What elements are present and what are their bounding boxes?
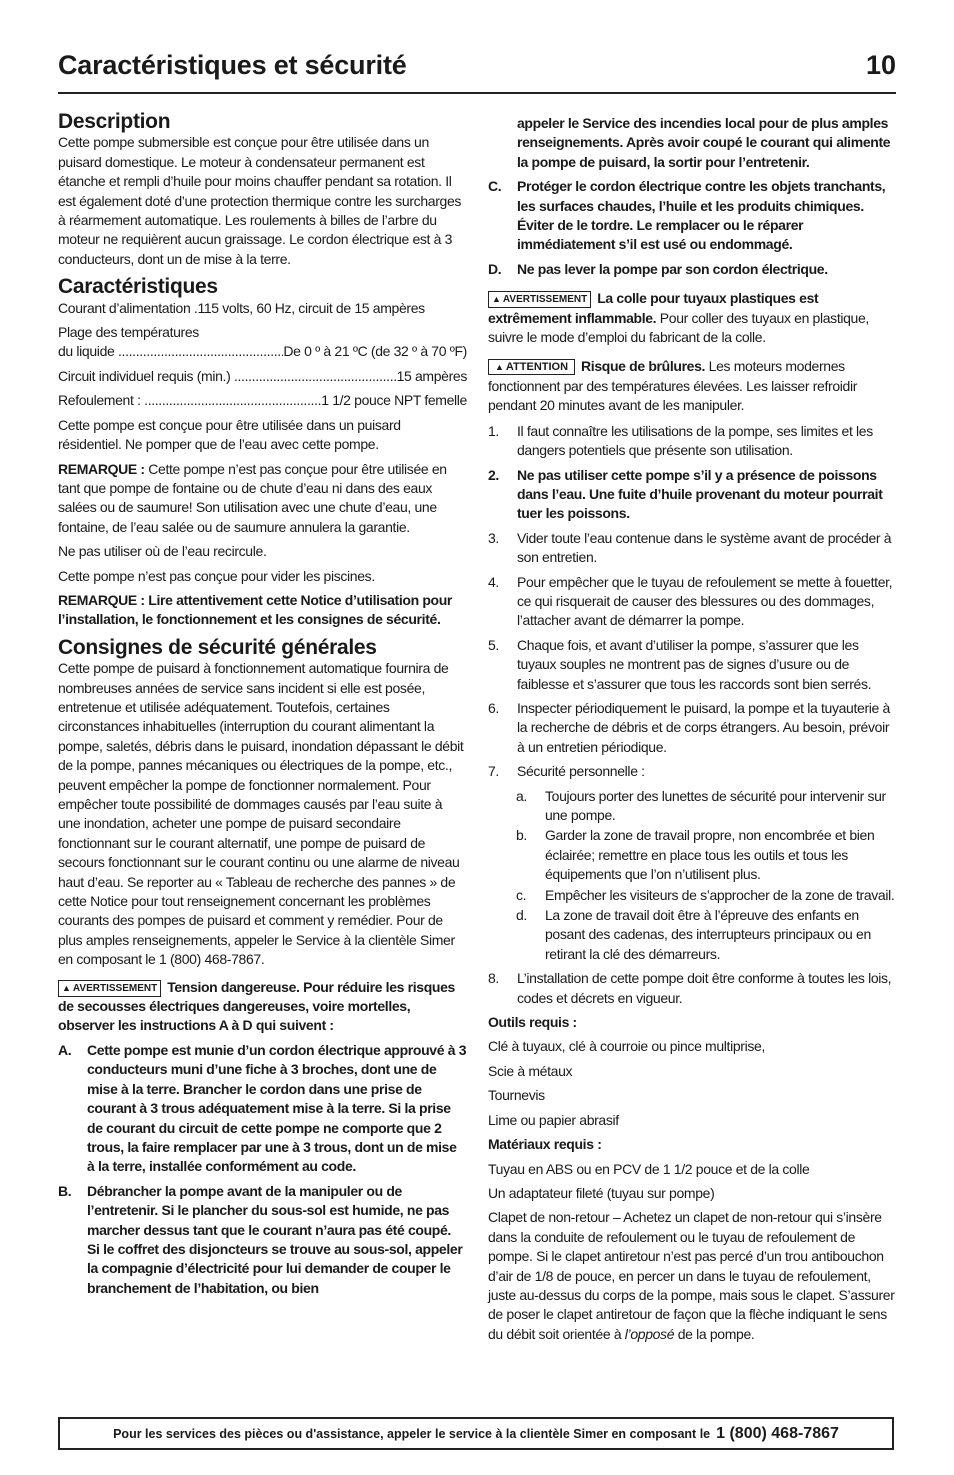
tool-item: Tournevis [488, 1087, 545, 1104]
list-item-d: D. Ne pas lever la pompe par son cordon électrique. [488, 260, 828, 277]
list-item-c: C. Protéger le cordon électrique contre les objets tranchants, les surfaces chaudes, l’huile et les produits chimiques. Éviter de le tordre. Le remplacer ou le réparer immédiatement s’il est usé ou endommagé. [488, 178, 886, 253]
warning-triangle-icon: ▲ [62, 982, 71, 993]
tool-item: Clé à tuyaux, clé à courroie ou pince multiprise, [488, 1038, 765, 1055]
list-item: 7. Sécurité personnelle : [488, 763, 645, 780]
right-column [488, 114, 896, 1349]
safety-heading: Consignes de sécurité générales [58, 635, 377, 659]
spec-discharge-label: Refoulement : ..... [58, 391, 321, 410]
spec-circuit-value: 15 ampères [396, 367, 467, 384]
list-item: 4. Pour empêcher que le tuyau de refoulement se mette à fouetter, ce qui risquerait de causer des blessures ou des dommages, l’attacher avant de démarrer la pompe. [488, 573, 893, 629]
materials-heading: Matériaux requis : [488, 1136, 602, 1153]
list-item: 6. Inspecter périodiquement le puisard, la pompe et la tuyauterie à la recherche de débris et de corps étrangers. Au besoin, prévoir à un entretien périodique. [488, 699, 890, 755]
sub-list-item: d. La zone de travail doit être à l’épreuve des enfants en posant des cadenas, des interrupteurs principaux ou en retirant la clé des démarreurs. [516, 907, 871, 962]
spec-circuit-label: Circuit individuel requis (min.) ..... [58, 367, 397, 386]
footer-text: Pour les services des pièces ou d'assistance, appeler le service à la clientèle Simer en composant le [113, 1426, 711, 1441]
note-text: Cette pompe n’est pas conçue pour être utilisée en tant que pompe de fontaine ou de chute d’eau ni dans des eaux salées ou de saumure! Son utilisation avec une chute d’eau, une fontaine, de l’eau salée ou de saumure annulera la garantie. [58, 460, 447, 535]
burn-caution: ▲ ATTENTION Risque de brûlures. Les moteurs modernes fonctionnent par des températures élevées. Les laisser refroidir pendant 20 minutes avant de les manipuler. [488, 358, 858, 414]
spec-temperature [58, 323, 467, 362]
material-item: Tuyau en ABS ou en PCV de 1 1/2 pouce et de la colle [488, 1160, 810, 1177]
sub-list-item: a. Toujours porter des lunettes de sécurité pour intervenir sur une pompe. [516, 787, 886, 823]
spec-temperature-sublabel: du liquide ..... [58, 342, 283, 361]
specs-note-1 [58, 460, 467, 538]
list-item: 5. Chaque fois, et avant d’utiliser la pompe, s’assurer que les tuyaux souples ne montrent pas de signes d’usure ou de faiblesse et s’assurer que tous les raccords sont bien serrés. [488, 636, 872, 692]
spec-temperature-label: Plage des températures [58, 324, 199, 341]
list-item-b: B. Débrancher la pompe avant de la manipuler ou de l’entretenir. Si le plancher du sous-sol est humide, ne pas marcher dessus tant que le courant n’aura pas été coupé. Si le coffret des disjoncteurs se trouve au sous-sol, appeler la compagnie d’électricité pour lui demander de couper le branchement de l’habitation, ou bien [58, 1182, 463, 1296]
description-text: Cette pompe submersible est conçue pour être utilisée dans un puisard domestique. Le moteur à condensateur permanent est étanche et rempli d’huile pour moins chauffer pendant sa rotation. Il est également doté d’une protection thermique contre les surcharges à réarmement automatique. Les roulements à billes de l’arbre du moteur ne requièrent aucun graissage. Le cordon électrique est à 3 conducteurs, dont un de mise à la terre. [58, 134, 462, 267]
tool-item: Lime ou papier abrasif [488, 1111, 619, 1128]
specs-paragraph-2: Ne pas utiliser où de l’eau recircule. [58, 543, 267, 560]
tool-item: Scie à métaux [488, 1062, 573, 1079]
title-divider [58, 92, 896, 94]
specs-heading: Caractéristiques [58, 275, 218, 299]
list-item: 2. Ne pas utiliser cette pompe s’il y a présence de poissons dans l’eau. Une fuite d’huile provenant du moteur pourrait tuer les poissons. [488, 466, 883, 522]
specs-note-2: REMARQUE : Lire attentivement cette Notice d’utilisation pour l’installation, le fonctionnement et les consignes de sécurité. [58, 591, 453, 628]
list-item: 1. Il faut connaître les utilisations de la pompe, ses limites et les dangers potentiels que présente son utilisation. [488, 422, 873, 459]
material-item: Un adaptateur fileté (tuyau sur pompe) [488, 1184, 715, 1201]
note-label: REMARQUE : [58, 460, 145, 477]
list-item: 3. Vider toute l’eau contenue dans le système avant de procéder à son entretien. [488, 529, 892, 566]
spec-temperature-value: De 0 º à 21 ºC (de 32 º à 70 ºF) [283, 343, 467, 360]
left-column [58, 112, 467, 1303]
warning-text: Tension dangereuse. Pour réduire les risques de secousses électriques dangereuses, voire mortelles, observer les instructions A à D qui suivent : [58, 978, 455, 1034]
list-item: 8. L’installation de cette pompe doit être conforme à toutes les lois, codes et décrets en vigueur. [488, 970, 892, 1006]
page-title: Caractéristiques et sécurité [58, 50, 407, 80]
list-item-b-continued: appeler le Service des incendies local pour de plus amples renseignements. Après avoir coupé le courant qui alimente la pompe de puisard, la sortir pour l’entretenir. [517, 115, 891, 170]
warning-badge: ▲ AVERTISSEMENT [488, 291, 591, 308]
warning-triangle-icon: ▲ [495, 362, 504, 373]
attention-badge: ▲ ATTENTION [488, 359, 575, 375]
tools-heading: Outils requis : [488, 1014, 577, 1031]
sub-list-item: c. Empêcher les visiteurs de s’approcher de la zone de travail. [516, 886, 895, 903]
spec-discharge-value: 1 1/2 pouce NPT femelle [321, 392, 467, 409]
check-valve-text: Clapet de non-retour – Achetez un clapet de non-retour qui s’insère dans la conduite de refoulement ou le tuyau de refoulement de pompe. Si le clapet antiretour n’est pas percé d’un trou antibouchon d’air de 1/8 de pouce, en percer un dans le tuyau de refoulement, juste au-dessus du corps de la pompe, mais sous le clapet. S’assurer de poser le clapet antiretour de façon que la flèche indiquant le sens du débit soit orientée à l’opposé de la pompe. [488, 1209, 895, 1342]
glue-warning: ▲ AVERTISSEMENT La colle pour tuyaux plastiques est extrêmement inflammable. Pour coller des tuyaux en plastique, suivre le mode d’emploi du fabricant de la colle. [488, 290, 869, 346]
specs-paragraph-1: Cette pompe est conçue pour être utilisée dans un puisard résidentiel. Ne pomper que de l’eau avec cette pompe. [58, 416, 401, 453]
support-phone: 1 (800) 468-7867 [716, 1424, 839, 1442]
support-footer [58, 1417, 894, 1450]
warning-triangle-icon: ▲ [492, 294, 501, 305]
spec-power: Courant d’alimentation .115 volts, 60 Hz, circuit de 15 ampères [58, 299, 425, 316]
safety-text: Cette pompe de puisard à fonctionnement automatique fournira de nombreuses années de service sans incident si elle est posée, entretenue et utilisée adéquatement. Toutefois, certaines circonstances inhabituelles (interruption du courant alimentant la pompe, saletés, débris dans le puisard, inondation dépassant le débit de la pompe, pannes mécaniques ou électriques de la pompe, etc., peuvent empêcher la pompe de fonctionner normalement. Pour empêcher toute possibilité de dommages causés par l’eau suite à une inondation, acheter une pompe de puisard secondaire fonctionnant sur le courant alternatif, une pompe de puisard de secours fonctionnant sur le courant continu ou une alarme de niveau haut d’eau. Se reporter au « Tableau de recherche des pannes » de cette Notice pour tout renseignement concernant les problèmes courants des pompes de puisard et comment y remédier. Pour de plus amples renseignements, appeler le Service à la clientèle Simer en composant le 1 (800) 468-7867. [58, 660, 464, 968]
warning-badge: ▲ AVERTISSEMENT [58, 980, 161, 997]
sub-list-item: b. Garder la zone de travail propre, non encombrée et bien éclairée; remettre en place tous les outils et tous les équipements que l’on n’utilisent plus. [516, 827, 875, 883]
page-number: 10 [865, 50, 896, 80]
electrical-warning [58, 978, 467, 1036]
list-item-a: A. Cette pompe est munie d’un cordon électrique approuvé à 3 conducteurs muni d’une fiche à 3 broches, dont une de mise à la terre. Brancher le cordon dans une prise de courant à 3 trous adéquatement mise à la terre. Si la prise de courant du circuit de cette pompe ne comporte que 2 trous, la faire remplacer par une à 3 trous, dont un de mise à la terre, installée conformément au code. [58, 1041, 467, 1175]
description-heading: Description [58, 110, 171, 133]
specs-paragraph-3: Cette pompe n’est pas conçue pour vider les piscines. [58, 567, 375, 584]
